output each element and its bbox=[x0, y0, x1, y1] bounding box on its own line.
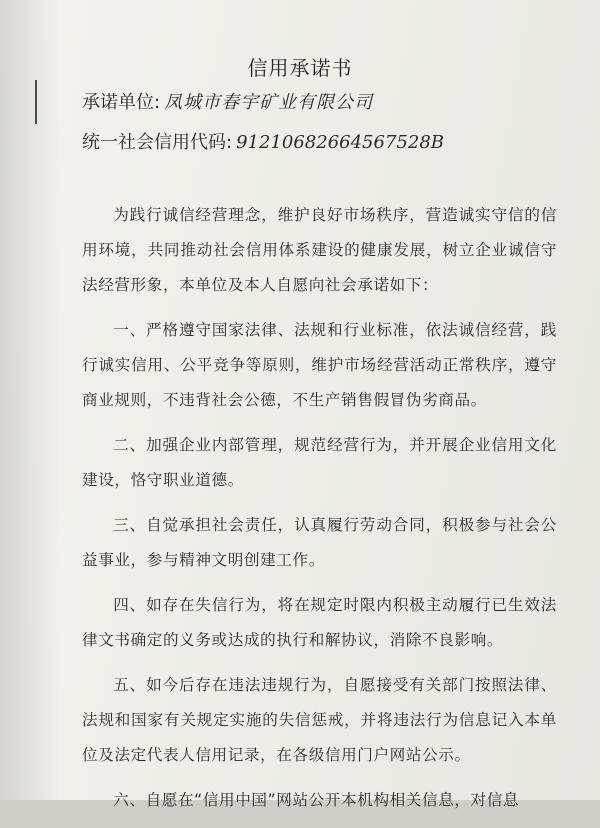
paragraph-5: 五、如今后存在违法违规行为，自愿接受有关部门按照法律、法规和国家有关规定实施的失信惩戒，并将违法行为信息记入本单位及法定代表人信用记录，在各级信用门户网站公示。 bbox=[82, 676, 557, 764]
unit-row bbox=[82, 88, 373, 114]
paragraph-3: 三、自觉承担社会责任，认真履行劳动合同，积极参与社会公益事业，参与精神文明创建工作。 bbox=[82, 516, 557, 569]
paragraph-1: 一、严格遵守国家法律、法规和行业标准，依法诚信经营，践行诚实信用、公平竞争等原则，维护市场经营活动正常秩序，遵守商业规则，不违背社会公德，不生产销售假冒伪劣商品。 bbox=[82, 321, 557, 409]
document-body bbox=[82, 198, 557, 828]
credit-code-label: 统一社会信用代码: bbox=[82, 132, 233, 153]
unit-label: 承诺单位: bbox=[82, 92, 161, 113]
credit-code-row bbox=[82, 128, 444, 154]
page-shadow bbox=[0, 0, 60, 800]
document-title: 信用承诺书 bbox=[247, 56, 353, 80]
paragraph-2: 二、加强企业内部管理，规范经营行为，并开展企业信用文化建设，恪守职业道德。 bbox=[82, 436, 557, 489]
paragraph-intro: 为践行诚信经营理念，维护良好市场秩序，营造诚实守信的信用环境，共同推动社会信用体系建设的健康发展，树立企业诚信守法经营形象，本单位及本人自愿向社会承诺如下： bbox=[82, 206, 557, 294]
credit-code-value: 91210682664567528B bbox=[236, 132, 444, 153]
paragraph-6: 六、自愿在“信用中国”网站公开本机构相关信息，对信息 bbox=[113, 791, 520, 809]
unit-value: 凤城市春宇矿业有限公司 bbox=[164, 92, 374, 113]
paragraph-4: 四、如存在失信行为，将在规定时限内积极主动履行已生效法律文书确定的义务或达成的执行和解协议，消除不良影响。 bbox=[82, 596, 557, 649]
pen-mark bbox=[35, 80, 37, 124]
